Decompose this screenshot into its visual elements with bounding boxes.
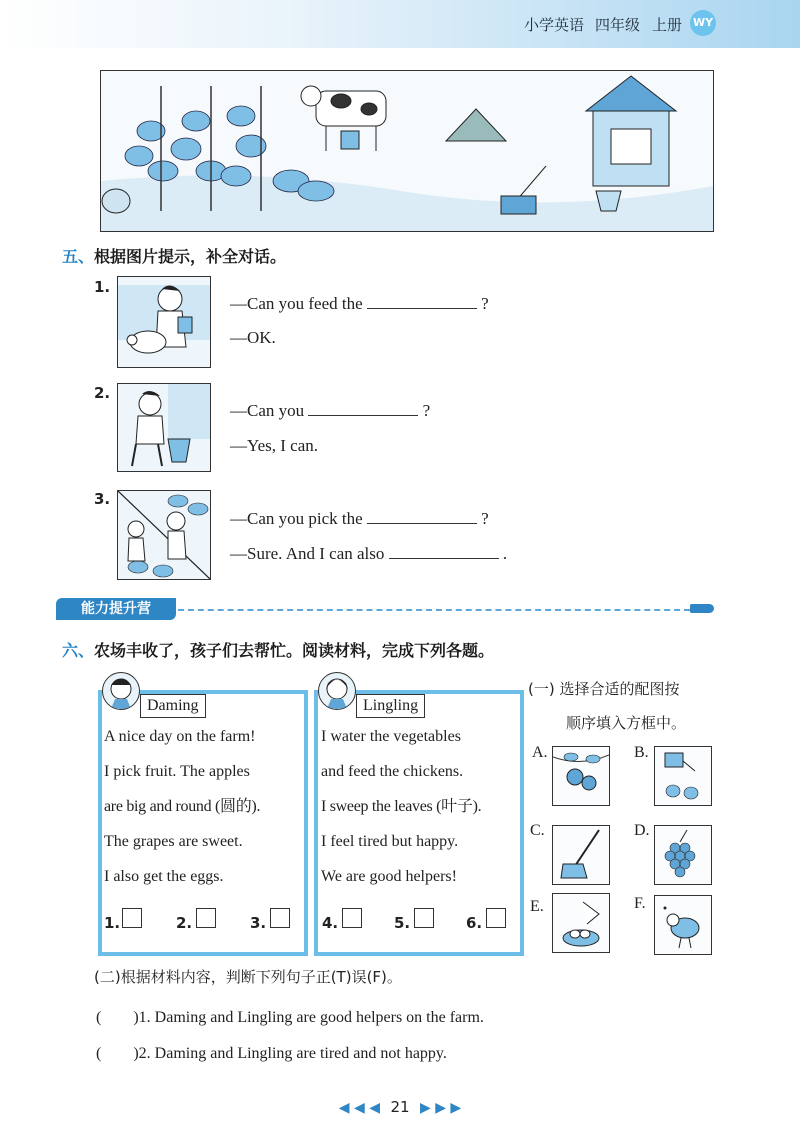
answer-number: 1. (104, 914, 121, 932)
section-6-title (62, 638, 494, 661)
option-b-watering-image (654, 746, 712, 806)
q3-answer-blank-2[interactable] (389, 557, 499, 559)
publisher-badge: WY (690, 10, 716, 36)
pick-and-water-picture (117, 490, 211, 580)
q2-line1-text: —Can you (230, 401, 305, 420)
answer-number: 2. (176, 914, 193, 932)
card-line: I also get the eggs. (104, 868, 224, 885)
right-arrows-icon: ▶ ▶ ▶ (420, 1100, 462, 1116)
daming-avatar (102, 672, 140, 710)
q2-line2: —Yes, I can. (230, 436, 318, 455)
tf-statement-text: 2. Daming and Lingling are tired and not happy. (138, 1045, 447, 1062)
tf-answer-paren[interactable]: ( ) (96, 1009, 139, 1026)
answer-box-4[interactable] (342, 908, 362, 928)
daming-name-tag: Daming (140, 694, 206, 718)
answer-box-2[interactable] (196, 908, 216, 928)
answer-number: 4. (322, 914, 339, 932)
q3-line2 (230, 544, 507, 564)
q3-line2-text: —Sure. And I can also (230, 544, 385, 563)
feed-pig-picture (117, 276, 211, 368)
card-line: and feed the chickens. (321, 763, 464, 780)
q3-line2-end: . (502, 544, 508, 563)
q3-line1 (230, 509, 489, 529)
pencil-icon (690, 604, 714, 613)
card-line: I sweep the leaves (叶子). (321, 798, 482, 815)
answer-number: 6. (466, 914, 483, 932)
q3-answer-blank-1[interactable] (367, 522, 477, 524)
q2-line1 (230, 401, 430, 421)
card-line: I feel tired but happy. (321, 833, 459, 850)
q1-line1-end: ? (481, 294, 489, 313)
section-5-number: 五、 (62, 247, 95, 266)
answer-box-6[interactable] (486, 908, 506, 928)
section-6-number: 六、 (62, 641, 95, 660)
answer-box-5[interactable] (414, 908, 434, 928)
part1-title-2: 顺序填入方框中。 (566, 714, 687, 732)
answer-box-3[interactable] (270, 908, 290, 928)
card-line: I water the vegetables (321, 728, 461, 745)
question-number: 3. (94, 490, 111, 508)
q2-answer-blank[interactable] (308, 414, 418, 416)
subject-label: 小学英语 (524, 16, 585, 34)
daming-text (104, 719, 260, 894)
tf-statement-text: 1. Daming and Lingling are good helpers on the farm. (138, 1009, 484, 1026)
option-label: F. (634, 895, 646, 912)
lingling-name-tag: Lingling (356, 694, 425, 718)
tf-answer-paren[interactable]: ( ) (96, 1045, 139, 1062)
dashed-divider (178, 609, 690, 611)
tf-statement-2 (96, 1040, 447, 1063)
left-arrows-icon: ◀ ◀ ◀ (338, 1100, 380, 1116)
card-line: are big and round (圆的). (104, 798, 261, 815)
section-5-title (62, 244, 286, 267)
option-d-grapes-image (654, 825, 712, 885)
q3-line1-text: —Can you pick the (230, 509, 363, 528)
q1-line2: —OK. (230, 328, 276, 347)
q1-answer-blank[interactable] (367, 307, 477, 309)
grade-label: 四年级 (595, 16, 641, 34)
milk-cow-picture (117, 383, 211, 472)
option-a-picking-apples-image (552, 746, 610, 806)
part2-title: (二)根据材料内容，判断下列句子正(T)误(F)。 (94, 968, 402, 986)
page-footer (330, 1098, 470, 1116)
volume-label: 上册 (652, 16, 683, 34)
q1-line1 (230, 294, 489, 314)
question-number: 2. (94, 384, 111, 402)
option-e-eggs-image (552, 893, 610, 953)
option-c-sweeping-image (552, 825, 610, 885)
section-6-instruction: 农场丰收了，孩子们去帮忙。阅读材料，完成下列各题。 (94, 641, 495, 660)
option-label: C. (530, 822, 545, 839)
answer-box-1[interactable] (122, 908, 142, 928)
option-label: A. (532, 744, 548, 761)
lingling-avatar (318, 672, 356, 710)
lingling-text (321, 719, 481, 894)
answer-number: 5. (394, 914, 411, 932)
farm-scene-illustration (100, 70, 714, 232)
section-5-instruction: 根据图片提示，补全对话。 (94, 247, 287, 266)
part1-title-1: (一) 选择合适的配图按 (528, 680, 680, 698)
card-line: The grapes are sweet. (104, 833, 243, 850)
q2-line1-end: ? (422, 401, 431, 420)
q1-line1-text: —Can you feed the (230, 294, 363, 313)
option-f-chicken-image (654, 895, 712, 955)
question-number: 1. (94, 278, 111, 296)
q3-line1-end: ? (481, 509, 489, 528)
option-label: D. (634, 822, 650, 839)
answer-number: 3. (250, 914, 267, 932)
card-line: We are good helpers! (321, 868, 457, 885)
option-label: E. (530, 898, 544, 915)
tf-statement-1 (96, 1004, 484, 1027)
card-line: I pick fruit. The apples (104, 763, 250, 780)
card-line: A nice day on the farm! (104, 728, 256, 745)
page-number: 21 (390, 1098, 410, 1116)
ability-section-tag: 能力提升营 (56, 598, 176, 620)
option-label: B. (634, 744, 649, 761)
